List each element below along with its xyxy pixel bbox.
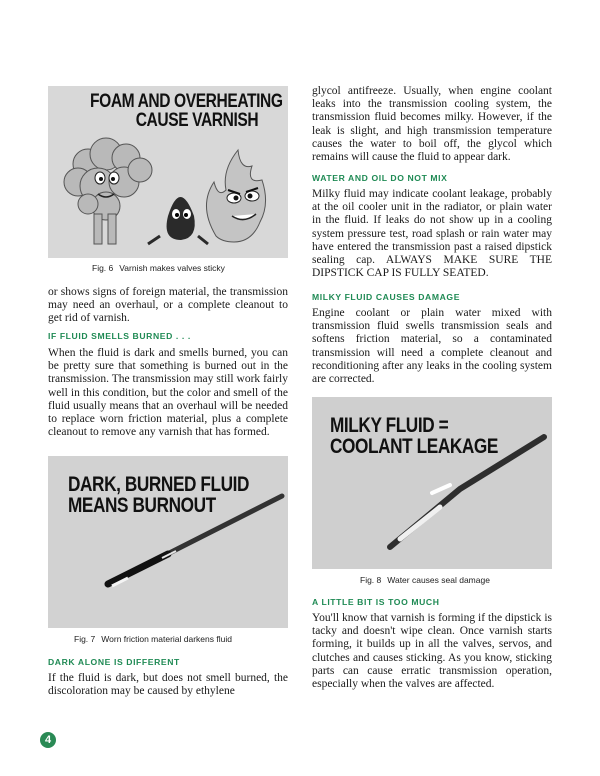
section-body-fluid-smells-burned: When the fluid is dark and smells burned, you can be pretty sure that something is burned out in the transmission. The transmission may still work fairly well in this condition, but the color and smell of the fluid usually means that an overhaul will be needed to replace worn friction material, plus a complete cleanout to remove any varnish that has formed. bbox=[48, 347, 288, 439]
continued-paragraph: glycol antifreeze. Usually, when engine coolant leaks into the transmission cooling system, the transmission fluid becomes milky. However, if the leak is slight, and high transmission temperature causes the water to boil off, the glycol which remains will cause the fluid to appear dark. bbox=[312, 85, 552, 164]
section-body-dark-alone: If the fluid is dark, but does not smell burned, the discoloration may be caused by ethylene bbox=[48, 672, 288, 698]
figure-6-title: FOAM AND OVERHEATING CAUSE VARNISH bbox=[90, 91, 283, 132]
section-heading-little-bit: A LITTLE BIT IS TOO MUCH bbox=[312, 597, 440, 607]
page-number-badge: 4 bbox=[40, 732, 56, 748]
section-heading-fluid-smells-burned: IF FLUID SMELLS BURNED . . . bbox=[48, 331, 191, 341]
section-body-water-and-oil: Milky fluid may indicate coolant leakage, probably at the oil cooler unit in the radiator, or plain water in the fluid. If leaks do not show up in a cooling system pressure test, road splash or rain water may have entered the transmission past a raised dipstick sealing cap. ALWAYS MAKE SURE THE DIPSTICK CAP IS FULLY SEATED. bbox=[312, 188, 552, 280]
section-heading-dark-alone: DARK ALONE IS DIFFERENT bbox=[48, 657, 180, 667]
figure-8-image bbox=[312, 397, 552, 569]
figure-6-image bbox=[48, 86, 288, 258]
overheating-flame-character bbox=[206, 150, 265, 242]
figure-8-caption: Fig. 8 Water causes seal damage bbox=[360, 575, 490, 585]
dark-dipstick-photo bbox=[48, 456, 288, 628]
figure-8-title: MILKY FLUID = COOLANT LEAKAGE bbox=[330, 414, 498, 459]
section-heading-milky-fluid: MILKY FLUID CAUSES DAMAGE bbox=[312, 292, 461, 302]
intro-paragraph: or shows signs of foreign material, the transmission may need an overhaul, or a complete cleanout to get rid of varnish. bbox=[48, 286, 288, 325]
varnish-cartoon-illustration bbox=[48, 86, 288, 258]
foam-cloud-character bbox=[64, 138, 152, 244]
figure-7-title: DARK, BURNED FLUID MEANS BURNOUT bbox=[68, 473, 250, 518]
section-heading-water-and-oil: WATER AND OIL DO NOT MIX bbox=[312, 173, 448, 183]
section-body-milky-fluid: Engine coolant or plain water mixed with transmission fluid swells transmission seals and softens friction material, so a contaminated transmission will need a complete cleanout and reconditioning after any leaks in the cooling system are corrected. bbox=[312, 307, 552, 386]
figure-6-caption: Fig. 6 Varnish makes valves sticky bbox=[92, 263, 225, 273]
varnish-drop-character bbox=[148, 197, 208, 244]
figure-7-image bbox=[48, 456, 288, 628]
figure-7-caption: Fig. 7 Worn friction material darkens fluid bbox=[74, 634, 232, 644]
milky-dipstick-photo bbox=[312, 397, 552, 569]
section-body-little-bit: You'll know that varnish is forming if the dipstick is tacky and doesn't wipe clean. Once varnish starts forming, it builds up in all the valves, servos, and clutches and causes sticking. As you know, sticking parts can cause erratic transmission operation, especially when the valves are affected. bbox=[312, 612, 552, 691]
